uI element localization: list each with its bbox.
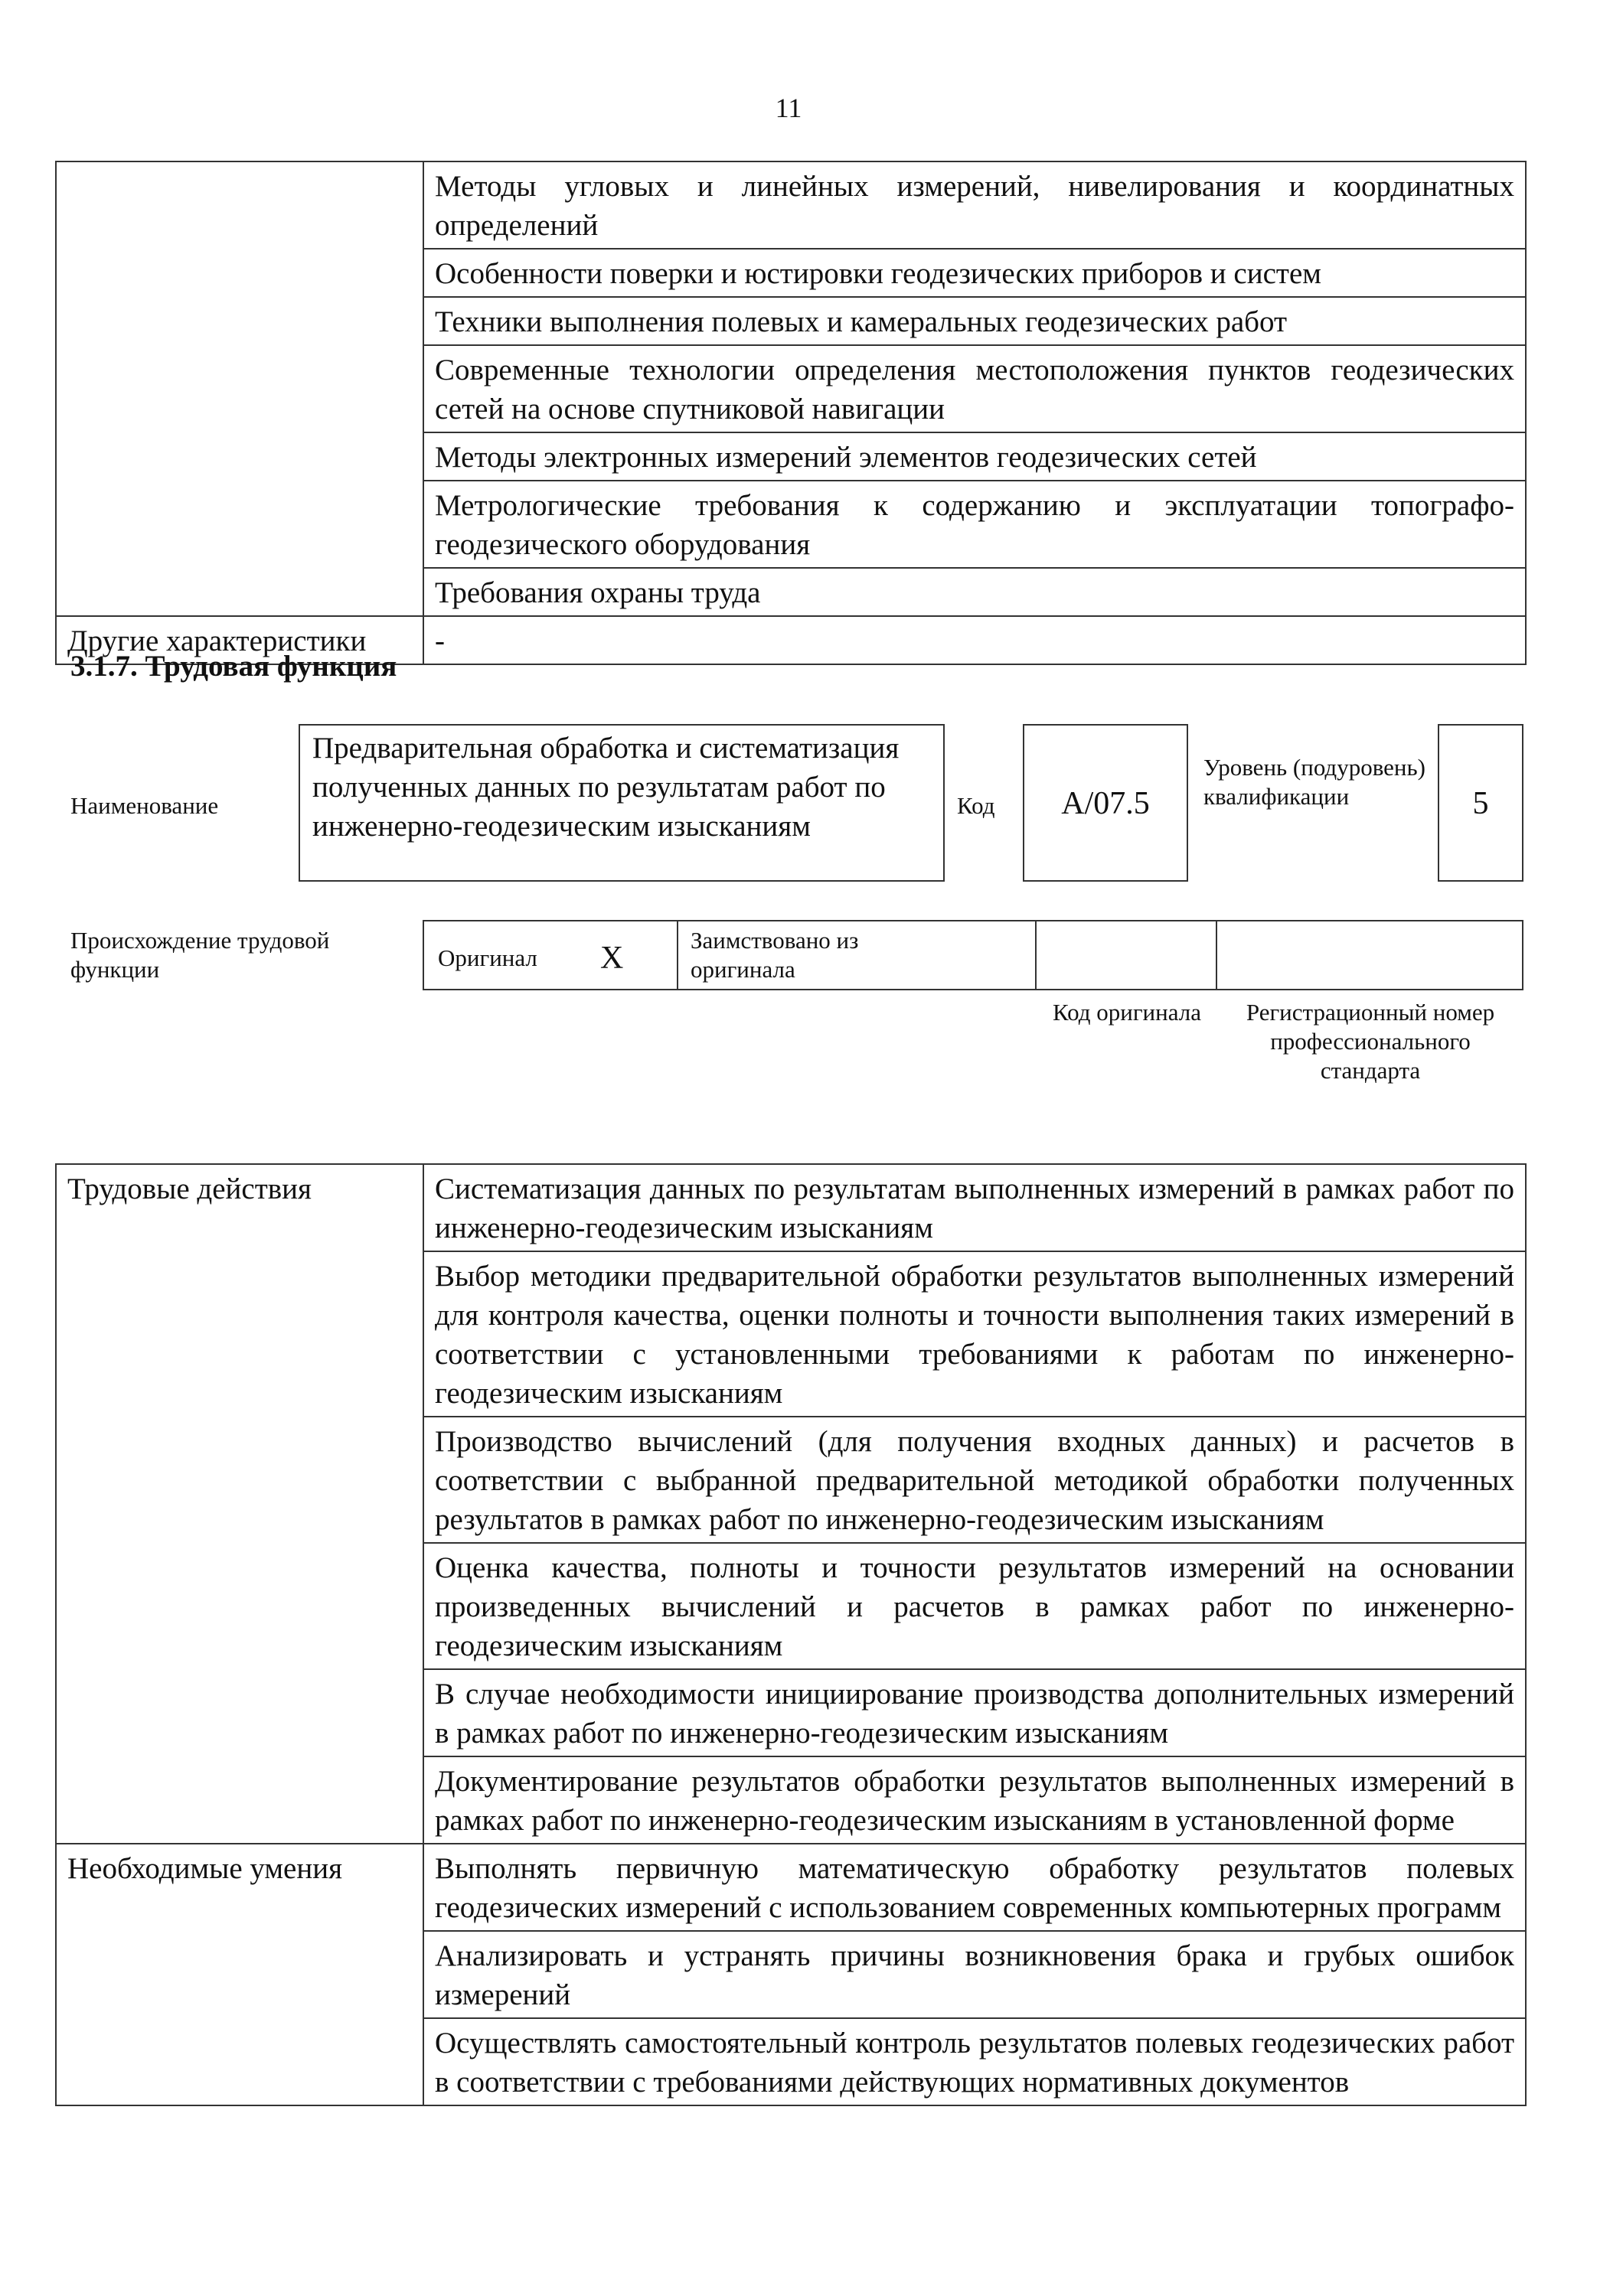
table-row	[56, 161, 1526, 249]
name-label: Наименование	[70, 792, 219, 819]
action-item: Оценка качества, полноты и точности результатов измерений на основании произведенных вычислений и расчетов в рамках работ по инженерно-геодезическим изысканиям	[423, 1543, 1526, 1669]
skill-item: Выполнять первичную математическую обработку результатов полевых геодезических измерений с использованием современных компьютерных программ	[423, 1844, 1526, 1931]
skill-item: Анализировать и устранять причины возникновения брака и грубых ошибок измерений	[423, 1931, 1526, 2018]
name-value-box	[299, 724, 945, 882]
original-label: Оригинал	[438, 944, 537, 971]
page-number: 11	[775, 93, 802, 123]
origin-cell-reg	[1216, 920, 1523, 990]
level-value-box	[1438, 724, 1523, 882]
knowledge-item: Современные технологии определения местоположения пунктов геодезических сетей на основе спутниковой навигации	[423, 345, 1526, 432]
blank-label-cell	[56, 161, 423, 616]
reg-number-caption: Регистрационный номер профессионального стандарта	[1246, 999, 1495, 1084]
other-characteristics-value: -	[423, 616, 1526, 664]
action-item: Систематизация данных по результатам выполненных измерений в рамках работ по инженерно-геодезическим изысканиям	[423, 1164, 1526, 1251]
knowledge-item: Метрологические требования к содержанию и эксплуатации топографо-геодезического оборудования	[423, 481, 1526, 568]
knowledge-item: Техники выполнения полевых и камеральных геодезических работ	[423, 297, 1526, 345]
knowledge-item: Методы угловых и линейных измерений, нивелирования и координатных определений	[423, 161, 1526, 249]
level-label: Уровень (подуровень) квалификации	[1203, 754, 1425, 810]
original-mark: X	[600, 941, 624, 976]
action-item: Документирование результатов обработки результатов выполненных измерений в рамках работ по инженерно-геодезическим изысканиям в установленной форме	[423, 1756, 1526, 1844]
level-value: 5	[1472, 786, 1489, 821]
function-table	[55, 1163, 1527, 2106]
knowledge-item: Особенности поверки и юстировки геодезических приборов и систем	[423, 249, 1526, 297]
action-item: В случае необходимости инициирование производства дополнительных измерений в рамках работ по инженерно-геодезическим изысканиям	[423, 1669, 1526, 1756]
origin-cell-borrowed	[677, 920, 1037, 990]
origin-label: Происхождение трудовой функции	[70, 927, 330, 983]
skills-label: Необходимые умения	[56, 1844, 423, 2105]
action-item: Производство вычислений (для получения входных данных) и расчетов в соответствии с выбранной предварительной методикой обработки полученных результатов в рамках работ по инженерно-геодезическим изысканиям	[423, 1417, 1526, 1543]
code-label: Код	[957, 792, 995, 819]
name-value: Предварительная обработка и систематизация полученных данных по результатам работ по инженерно-геодезическим изысканиям	[312, 732, 900, 843]
code-value-box	[1023, 724, 1188, 882]
action-item: Выбор методики предварительной обработки результатов выполненных измерений для контроля качества, оценки полноты и точности выполнения таких измерений в соответствии с установленными требованиями к работам по инженерно-геодезическим изысканиям	[423, 1251, 1526, 1417]
table-row	[56, 1164, 1526, 1251]
actions-label: Трудовые действия	[56, 1164, 423, 1844]
knowledge-item: Требования охраны труда	[423, 568, 1526, 616]
code-original-caption: Код оригинала	[1052, 999, 1201, 1026]
other-characteristics-label: Другие характеристики	[56, 616, 423, 664]
section-heading: 3.1.7. Трудовая функция	[70, 650, 397, 683]
origin-cell-code	[1035, 920, 1217, 990]
table-row	[56, 1844, 1526, 1931]
origin-cell-original	[423, 920, 678, 990]
borrowed-label: Заимствовано из оригинала	[691, 927, 859, 983]
code-value: А/07.5	[1061, 786, 1150, 821]
knowledge-table	[55, 161, 1527, 665]
skill-item: Осуществлять самостоятельный контроль результатов полевых геодезических работ в соответствии с требованиями действующих нормативных документов	[423, 2018, 1526, 2105]
knowledge-item: Методы электронных измерений элементов геодезических сетей	[423, 432, 1526, 481]
